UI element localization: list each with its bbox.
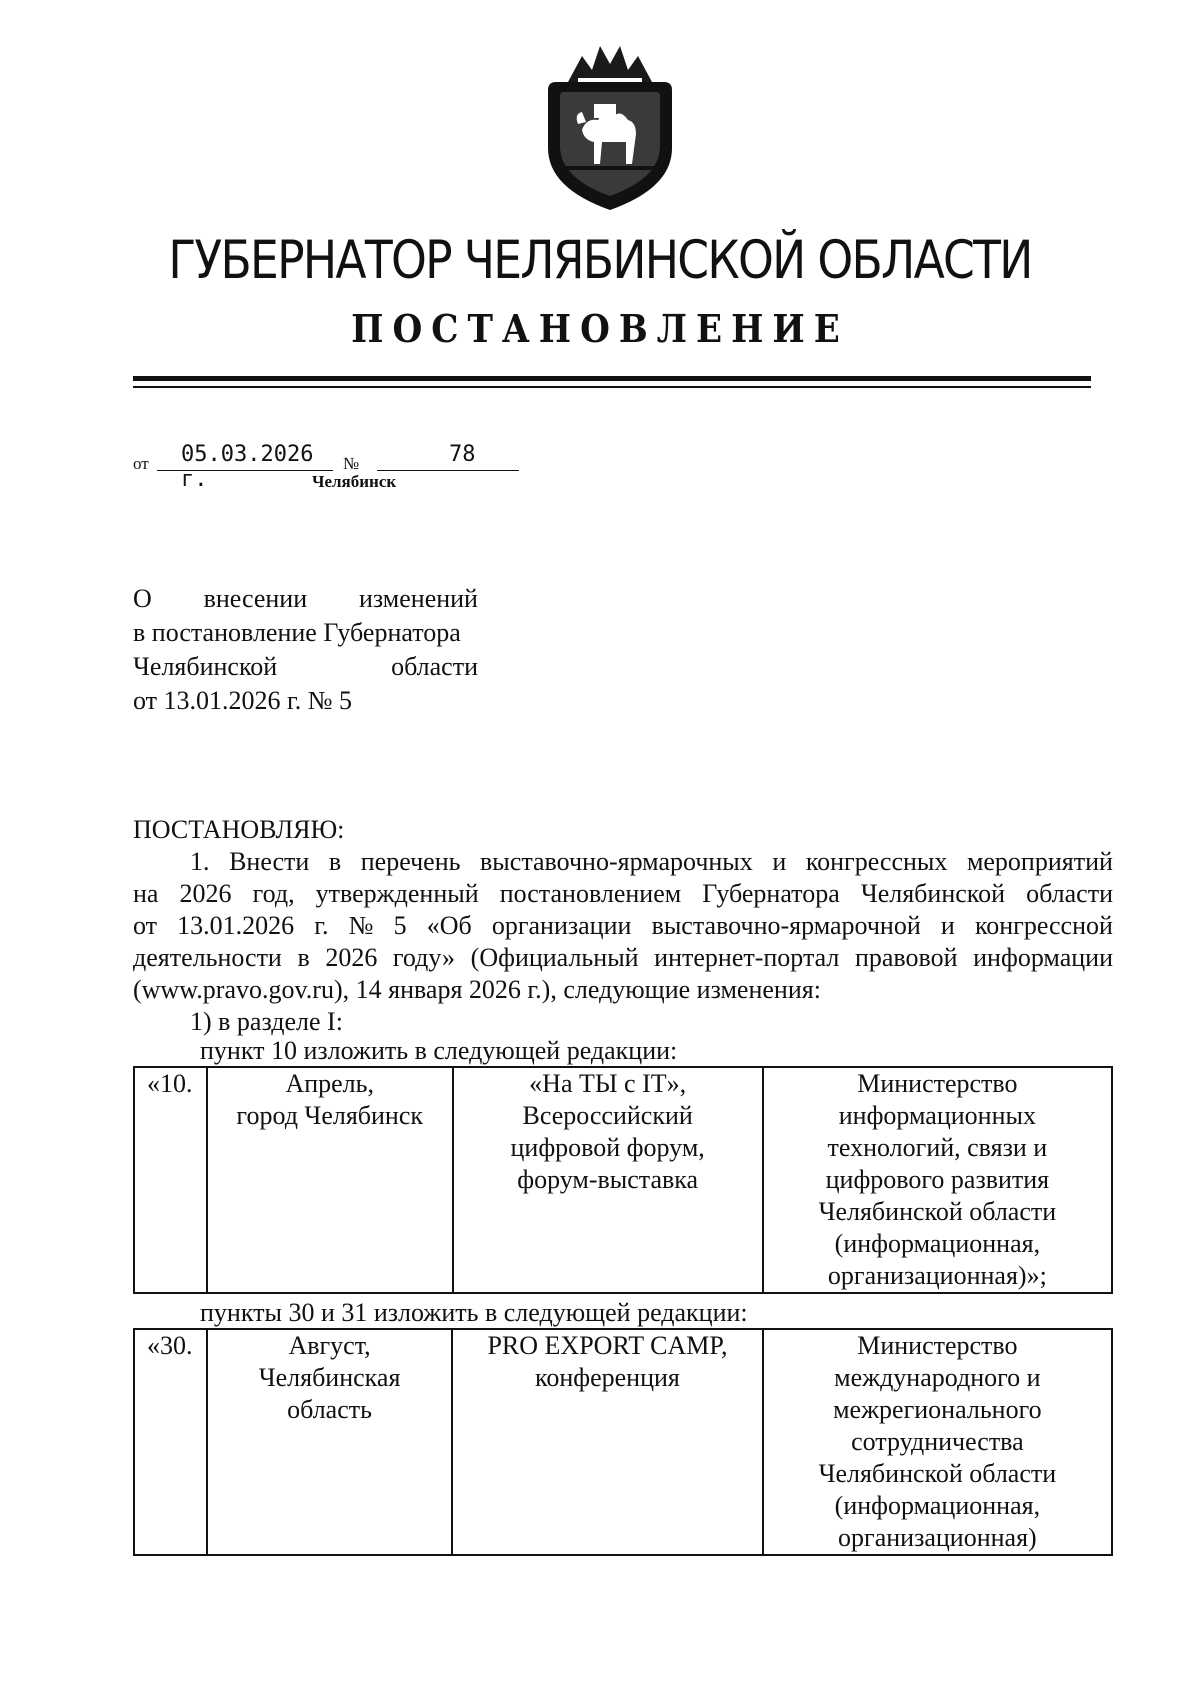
table-2-caption: пункты 30 и 31 изложить в следующей редакции:	[200, 1298, 748, 1327]
paragraph-1-line-1: 1. Внести в перечень выставочно-ярмарочных и конгрессных мероприятий	[190, 847, 1113, 876]
table-row	[134, 1067, 1112, 1293]
number-sign: №	[343, 454, 360, 473]
paragraph-1-line-5: (www.pravo.gov.ru), 14 января 2026 г.), следующие изменения:	[133, 975, 821, 1004]
subject-line-2: в постановление Губернатора	[133, 618, 461, 647]
organizer-cell: Министерство информационных технологий, связи и цифрового развития Челябинской области (информационная, организационная)»;	[763, 1067, 1112, 1293]
paragraph-1-line-4: деятельности в 2026 году» (Официальный интернет-портал правовой информации	[133, 943, 1113, 972]
table-1	[133, 1066, 1113, 1294]
row-number: «10.	[134, 1067, 207, 1293]
coat-of-arms-emblem	[538, 38, 682, 214]
item-1: 1) в разделе I:	[190, 1007, 343, 1036]
document-number: 78	[449, 442, 476, 467]
subject-line-4: от 13.01.2026 г. № 5	[133, 686, 353, 715]
event-cell: «На ТЫ с IT», Всероссийский цифровой форум, форум-выставка	[453, 1067, 763, 1293]
when-where-cell: Апрель, город Челябинск	[207, 1067, 453, 1293]
issue-city: Челябинск	[312, 472, 397, 491]
document-type-title: ПОСТАНОВЛЕНИЕ	[351, 306, 849, 351]
date-prefix: от	[133, 454, 149, 473]
table-row	[134, 1329, 1112, 1555]
number-underline	[377, 470, 519, 471]
subject-line-1: О внесении изменений	[133, 584, 478, 613]
subject-line-3: Челябинской области	[133, 652, 478, 681]
organizer-cell: Министерство международного и межрегионального сотрудничества Челябинской области (информационная, организационная)	[763, 1329, 1112, 1555]
paragraph-1-line-2: на 2026 год, утвержденный постановлением Губернатора Челябинской области	[133, 879, 1113, 908]
document-date: 05.03.2026 г.	[181, 442, 314, 492]
paragraph-1-line-3: от 13.01.2026 г. № 5 «Об организации выставочно-ярмарочной и конгрессной	[133, 911, 1113, 940]
when-where-cell: Август, Челябинская область	[207, 1329, 452, 1555]
authority-title: ГУБЕРНАТОР ЧЕЛЯБИНСКОЙ ОБЛАСТИ	[168, 230, 1032, 291]
table-2	[133, 1328, 1113, 1556]
table-1-caption: пункт 10 изложить в следующей редакции:	[200, 1036, 678, 1065]
header-rule-thick	[133, 376, 1091, 381]
header-rule-thin	[133, 386, 1091, 388]
decree-word: ПОСТАНОВЛЯЮ:	[133, 815, 345, 844]
document-body	[133, 814, 1113, 1038]
event-cell: PRO EXPORT CAMP, конференция	[452, 1329, 763, 1555]
row-number: «30.	[134, 1329, 207, 1555]
document-subject	[133, 582, 478, 718]
